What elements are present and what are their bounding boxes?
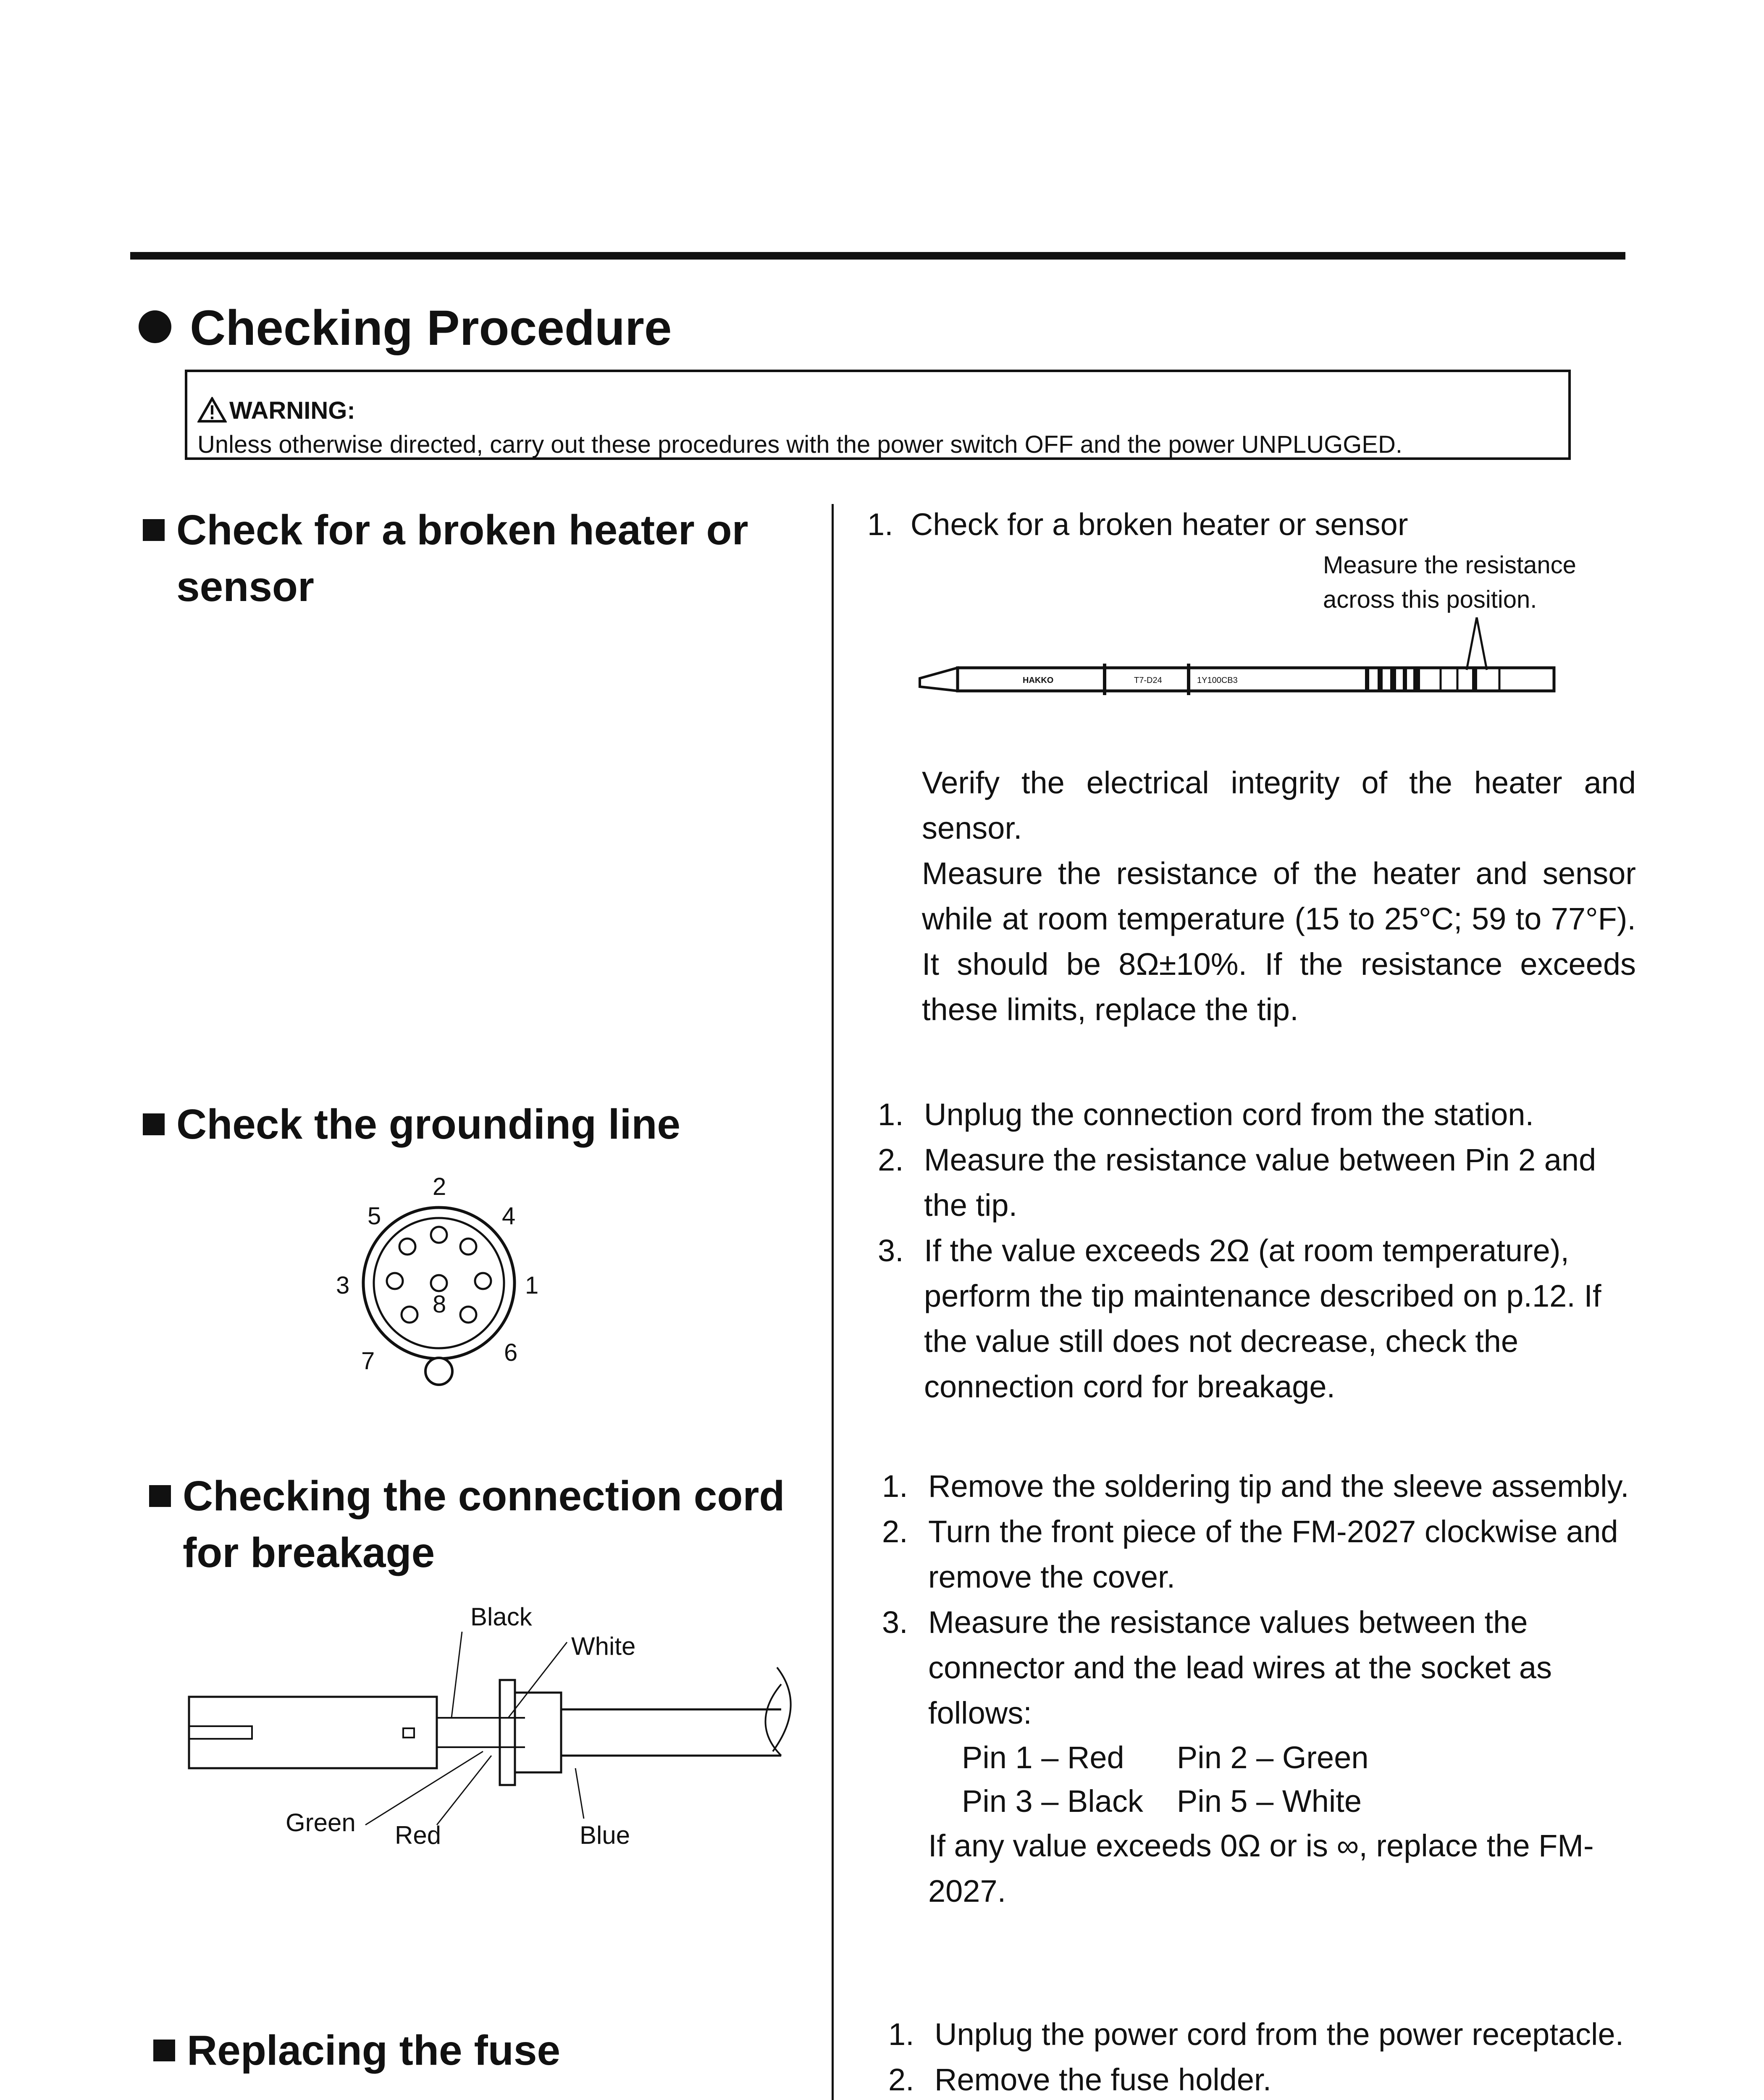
wire-label-white: White [571, 1632, 636, 1660]
pin-map-table [962, 1736, 1402, 1823]
warning-heading: WARNING: [197, 397, 355, 423]
table-row: Pin 1 – Red Pin 2 – Green [962, 1740, 1369, 1775]
square-bullet-icon [149, 1485, 171, 1507]
wire-label-black: Black [470, 1603, 532, 1631]
connection-cord-diagram [181, 1592, 811, 1886]
list-item: 3. Measure the resistance values between the connector and the lead wires at the socket as follows: [882, 1605, 1552, 1730]
list-item: 2. Turn the front piece of the FM-2027 clockwise and remove the cover. [882, 1514, 1618, 1594]
wire-label-blue: Blue [580, 1821, 630, 1849]
list-item: 1. Remove the soldering tip and the sleeve assembly. [882, 1469, 1629, 1504]
wire-label-red: Red [395, 1821, 441, 1849]
square-bullet-icon [143, 1113, 165, 1135]
list-item: 2. Measure the resistance value between Pin 2 and the tip. [878, 1142, 1596, 1223]
section-heading-ground: Check the grounding line [143, 1096, 680, 1153]
tip-brand-label: HAKKO [1023, 676, 1054, 685]
pin-label-7: 7 [361, 1347, 375, 1375]
pin-label-5: 5 [368, 1202, 381, 1230]
pin-label-4: 4 [502, 1202, 516, 1230]
top-rule [130, 252, 1625, 260]
section-heading-cord: Checking the connection cord for breakage [149, 1468, 785, 1581]
column-divider [832, 504, 834, 2100]
pin-label-2: 2 [433, 1173, 446, 1200]
cord-instructions [882, 1464, 1642, 1914]
warning-text: Unless otherwise directed, carry out these procedures with the power switch OFF and the power UNPLUGGED. [197, 431, 1402, 458]
section-heading-heater: Check for a broken heater or sensor [143, 502, 748, 615]
pin-label-6: 6 [504, 1339, 518, 1366]
bullet-icon [139, 310, 171, 343]
ground-steps [878, 1092, 1638, 1410]
pin-label-8: 8 [433, 1291, 446, 1318]
tip-model-label: T7-D24 [1134, 676, 1162, 685]
list-item: 1. Unplug the power cord from the power receptacle. [888, 2017, 1624, 2052]
pin-label-3: 3 [336, 1272, 350, 1299]
tip-code-label: 1Y100CB3 [1197, 676, 1238, 685]
square-bullet-icon [153, 2040, 175, 2061]
table-row: Pin 3 – Black Pin 5 – White [962, 1784, 1362, 1819]
heater-step-title: 1. Check for a broken heater or sensor [867, 507, 1408, 542]
list-item: 1. Unplug the connection cord from the station. [878, 1097, 1534, 1132]
heater-description: Verify the electrical integrity of the heater and sensor. Measure the resistance of the heater and sensor while at room temperature (15 to 25°C; 59 to 77°F). It should be 8Ω±10%. If the resistance exceeds these limits, replace the tip. [922, 765, 1636, 1027]
cord-closing: If any value exceeds 0Ω or is ∞, replace the FM-2027. [928, 1828, 1594, 1908]
fuse-steps [888, 2012, 1648, 2100]
resistance-callout: Measure the resistance across this position. [1323, 551, 1576, 613]
list-item: 3. If the value exceeds 2Ω (at room temperature), perform the tip maintenance described on p.12. If the value still does not decrease, check the connection cord for breakage. [878, 1233, 1601, 1404]
section-heading-fuse: Replacing the fuse [153, 2022, 560, 2079]
soldering-tip-diagram [911, 613, 1567, 701]
page-title: Checking Procedure [139, 303, 672, 353]
cord-steps [882, 1464, 1642, 1736]
connector-pin-diagram [328, 1172, 554, 1390]
wire-label-green: Green [286, 1809, 356, 1837]
list-item: 2. Remove the fuse holder. [888, 2062, 1272, 2097]
warning-triangle-icon [197, 397, 227, 423]
square-bullet-icon [143, 519, 165, 541]
pin-label-1: 1 [525, 1272, 539, 1299]
